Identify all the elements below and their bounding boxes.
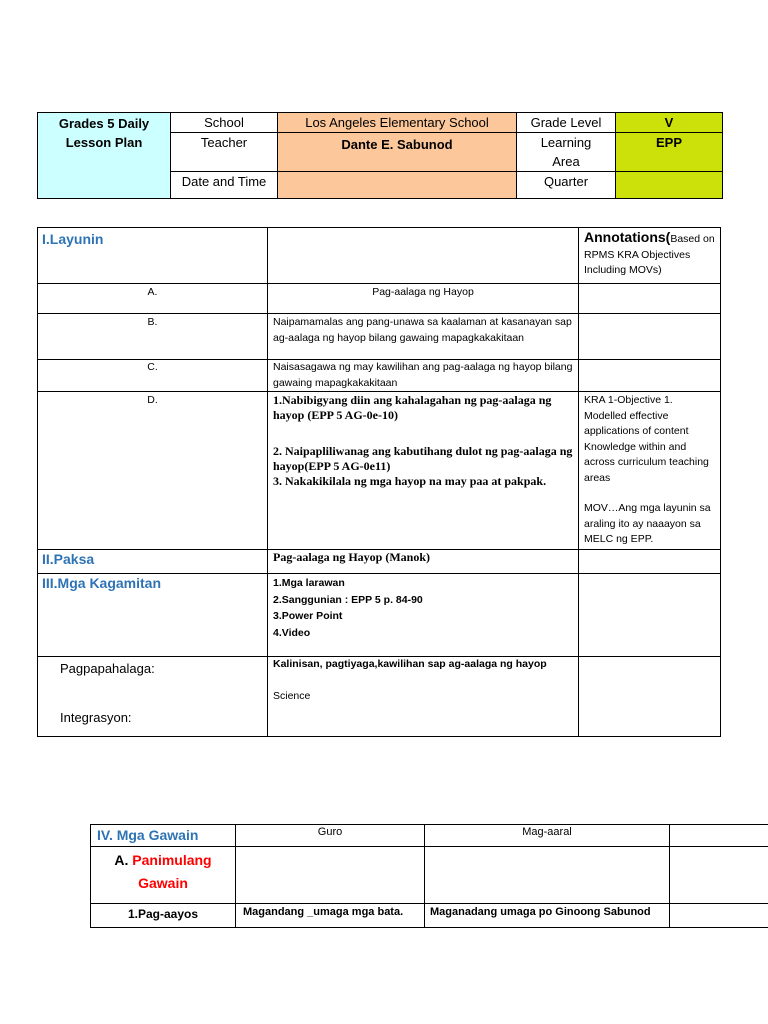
annotations-header (579, 228, 721, 284)
row-d-annotation (579, 392, 721, 550)
section-a-guro (236, 847, 425, 904)
mov-annotation: MOV…Ang mga layunin sa araling ito ay naaayon sa MELC ng EPP. (584, 502, 711, 545)
objective-1: 1.Nabibigyang diin ang kahalagahan ng pag-aalaga ng hayop (EPP 5 AG-0e-10) (273, 393, 552, 422)
row-c-content: Naisasagawa ng may kawilihan ang pag-aalaga ng hayop bilang gawaing mapagkakakitaan (268, 360, 579, 392)
gawain-heading: IV. Mga Gawain (97, 827, 199, 843)
lesson-plan-title-text: Grades 5 Daily Lesson Plan (58, 116, 150, 150)
row-b-content: Naipamamalas ang pang-unawa sa kaalaman at kasanayan sap ag-aalaga ng hayop bilang gawaing mapagkakakitaan (268, 314, 579, 360)
integrasyon-label: Integrasyon: (60, 710, 132, 725)
annotations-title: Annotations( (584, 229, 671, 245)
layunin-heading-cell (38, 228, 268, 284)
list-item: 2.Sanggunian : EPP 5 p. 84-90 (273, 593, 423, 606)
list-item: 1.Mga larawan (273, 577, 345, 589)
layunin-content-cell (268, 228, 579, 284)
col-guro: Guro (236, 825, 425, 847)
table-row (38, 574, 721, 657)
row-b-annotation (579, 314, 721, 360)
values-annotation (579, 657, 721, 737)
list-item: 4.Video (273, 626, 311, 639)
school-label: School (171, 113, 278, 133)
annotations-note: Based on RPMS KRA Objectives Including MOVs) (584, 233, 715, 276)
col-mag-aaral: Mag-aaral (425, 825, 670, 847)
pagpapahalaga-integrasyon-values (268, 657, 579, 737)
paksa-annotation (579, 550, 721, 574)
col-extra (670, 825, 768, 847)
kra-annotation: KRA 1-Objective 1. Modelled effective applications of content Knowledge within and across curriculum teaching areas (584, 394, 709, 484)
section-a-extra (670, 847, 768, 904)
kagamitan-annotation (579, 574, 721, 657)
row-d-label: D. (38, 392, 268, 550)
paksa-heading: II.Paksa (42, 551, 95, 567)
row-b-label: B. (38, 314, 268, 360)
grade-level-label: Grade Level (517, 113, 616, 133)
school-value: Los Angeles Elementary School (278, 113, 517, 133)
pagpapahalaga-label: Pagpapahalaga: (60, 661, 155, 676)
date-time-value (278, 172, 517, 199)
pagpapahalaga-value: Kalinisan, pagtiyaga,kawilihan sap ag-aalaga ng hayop (273, 658, 547, 670)
objectives-table (37, 227, 721, 737)
grade-level-value: V (616, 113, 723, 133)
table-row (38, 360, 721, 392)
gawain-heading-cell (91, 825, 236, 847)
table-row (38, 284, 721, 314)
lesson-plan-title (38, 113, 171, 199)
objective-2: 2. Naipapliliwanag ang kabutihang dulot ng pag-aalaga ng hayop(EPP 5 AG-0e11) (273, 444, 573, 473)
layunin-heading: I.Layunin (42, 231, 104, 247)
paksa-value-cell (268, 550, 579, 574)
pag-aayos-label: 1.Pag-aayos (91, 904, 236, 928)
row-c-annotation (579, 360, 721, 392)
pagpapahalaga-integrasyon-labels (38, 657, 268, 737)
row-d-content (268, 392, 579, 550)
row-a-label: A. (38, 284, 268, 314)
pag-aayos-guro: Magandang _umaga mga bata. (236, 904, 425, 928)
quarter-label: Quarter (517, 172, 616, 199)
table-row (38, 657, 721, 737)
pag-aayos-magaaral: Maganadang umaga po Ginoong Sabunod (425, 904, 670, 928)
learning-area-value: EPP (616, 133, 723, 172)
kagamitan-heading: III.Mga Kagamitan (42, 575, 162, 591)
learning-area-label-text: Learning Area (540, 135, 592, 169)
paksa-heading-cell (38, 550, 268, 574)
section-a-magaaral (425, 847, 670, 904)
teacher-label: Teacher (171, 133, 278, 172)
section-a-heading (91, 847, 236, 904)
objective-3: 3. Nakakikilala ng mga hayop na may paa at pakpak. (273, 474, 547, 488)
table-row (38, 550, 721, 574)
row-c-label: C. (38, 360, 268, 392)
list-item: 3.Power Point (273, 610, 343, 622)
row-a-content: Pag-aalaga ng Hayop (268, 284, 579, 314)
teacher-value: Dante E. Sabunod (278, 133, 517, 172)
learning-area-label (517, 133, 616, 172)
paksa-value: Pag-aalaga ng Hayop (Manok) (273, 550, 431, 564)
header-table (37, 112, 723, 199)
row-a-annotation (579, 284, 721, 314)
kagamitan-list (268, 574, 579, 657)
table-row (91, 904, 768, 928)
section-a-prefix: A. (114, 852, 129, 868)
integrasyon-value: Science (273, 689, 311, 702)
section-a-title: Panimulang Gawain (132, 852, 212, 891)
quarter-value (616, 172, 723, 199)
table-row (38, 392, 721, 550)
activities-table (90, 824, 768, 928)
table-row (38, 314, 721, 360)
date-time-label: Date and Time (171, 172, 278, 199)
table-row (91, 847, 768, 904)
pag-aayos-extra (670, 904, 768, 928)
kagamitan-heading-cell (38, 574, 268, 657)
